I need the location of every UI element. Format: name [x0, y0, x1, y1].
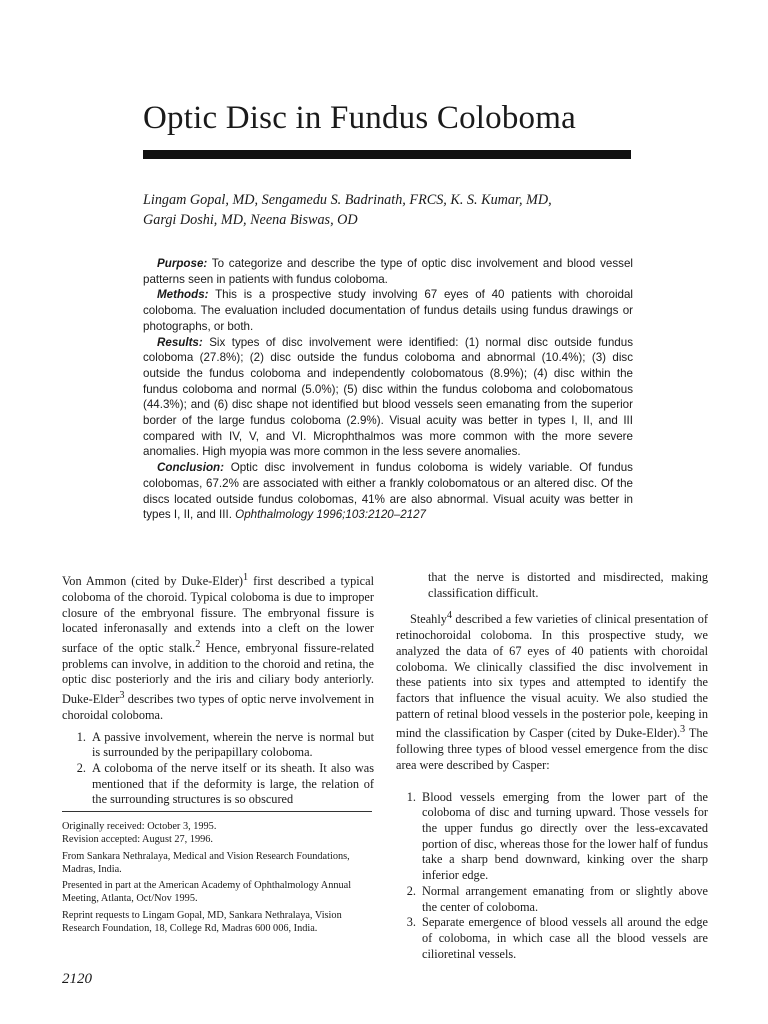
abstract-conclusion	[143, 460, 633, 523]
author-list	[143, 190, 633, 230]
intro-text-c: Hence, embryonal fissure-related problems can involve, in addition to the choroid and retina, the optic disc posteriorly and the iris and ciliary body anteriorly. Duke-Elder	[62, 641, 374, 707]
footnote-received: Originally received: October 3, 1995.	[62, 821, 217, 832]
methods-text: This is a prospective study involving 67 eyes of 40 patients with choroidal coloboma. The evaluation included documentation of fundus details using fundus drawings or photographs, or both.	[143, 288, 633, 333]
reference-marker: 2	[195, 638, 201, 650]
list-item	[396, 884, 708, 915]
abstract-purpose	[143, 256, 633, 287]
author-line-2: Gargi Doshi, MD, Neena Biswas, OD	[143, 212, 358, 228]
reference-marker: 3	[119, 690, 125, 702]
body-column-right	[396, 570, 708, 962]
author-line-1: Lingam Gopal, MD, Sengamedu S. Badrinath, FRCS, K. S. Kumar, MD,	[143, 192, 552, 208]
purpose-label: Purpose:	[157, 257, 208, 270]
list-item-text: Normal arrangement emanating from or slightly above the center of coloboma.	[422, 883, 708, 914]
intro-text-b: first described a typical coloboma of the choroid. Typical coloboma is due to improper closure of the embryonal fissure. The embryonal fissure is located inferonasally and extends into a cleft on the lower surface of the optic stalk.	[62, 574, 374, 655]
list-item-text: Separate emergence of blood vessels all around the edge of coloboma, in which case all the blood vessels are cilioretinal vessels.	[422, 915, 708, 961]
list-item-number: 3.	[406, 915, 416, 930]
study-text-b: described a few varieties of clinical presentation of retinochoroidal coloboma. In this prospective study, we analyzed the data of 67 eyes of 40 patients with choroidal coloboma. We clinically classified the disc involvement in these patients into six types and attempted to identify the factors that influence the visual acuity. We also studied the pattern of retinal blood vessels in the posterior pole, keeping in mind the classification by Casper (cited by Duke-Elder).	[396, 612, 708, 741]
list-item-text: A coloboma of the nerve itself or its sheath. It also was mentioned that if the deformity is large, the relation of the surrounding structures is so obscured	[92, 761, 374, 807]
conclusion-text: Optic disc involvement in fundus coloboma is widely variable. Of fundus colobomas, 67.2% are associated with either a frankly colobomatous or an altered disc. Of the discs located outside fundus colobomas, 41% are also abnormal. Visual acuity was better in types I, II, and III.	[143, 461, 633, 522]
list-item-number: 1.	[76, 729, 86, 744]
list-item-number: 1.	[406, 789, 416, 804]
title-rule	[143, 150, 631, 159]
reference-marker: 3	[680, 724, 686, 736]
list-item	[396, 790, 708, 884]
list-item-number: 2.	[76, 761, 86, 776]
list-item-text: A passive involvement, wherein the nerve is normal but is surrounded by the peripapillary coloboma.	[92, 729, 374, 760]
intro-text-a: Von Ammon (cited by Duke-Elder)	[62, 574, 243, 589]
optic-nerve-involvement-list	[62, 730, 374, 809]
intro-text-d: describes two types of optic nerve involvement in choroidal coloboma.	[62, 692, 374, 722]
results-text: Six types of disc involvement were identified: (1) normal disc outside fundus coloboma (27.8%); (2) disc outside the fundus coloboma and abnormal (10.4%); (3) disc outside the fundus coloboma and independently colobomatous (8.9%); (4) disc within the fundus coloboma and normal (5.0%); (5) disc within the fundus coloboma and colobomatous (44.3%); and (6) disc shape not identified but blood vessels seen emanating from the superior border of the large fundus coloboma (2.9%). Visual acuity was better in types I, II, and III compared with IV, V, and VI. Microphthalmos was more common with the more severe anomalies. High myopia was more common in the less severe anomalies.	[143, 335, 633, 459]
journal-citation: Ophthalmology 1996;103:2120–2127	[235, 508, 426, 522]
footnote-reprint: Reprint requests to Lingam Gopal, MD, Sankara Nethralaya, Vision Research Foundation, 18, College Rd, Madras 600 006, India.	[62, 909, 342, 935]
study-text-c: The following three types of blood vessel emergence from the disc area were described by Casper:	[396, 726, 708, 772]
footnote-presented: Presented in part at the American Academy of Ophthalmology Annual Meeting, Atlanta, Oct/Nov 1995.	[62, 880, 352, 905]
footnotes	[62, 820, 374, 938]
list-item-text: Blood vessels emerging from the lower part of the coloboma of disc and turning upward. Those vessels for the upper fundus go directly over the less-excavated portion of disc, whereas those for the lower half of fundus take a sharp bend downward, kinking over the sharp inferior edge.	[422, 789, 708, 883]
reference-marker: 1	[243, 572, 249, 583]
intro-paragraph	[62, 570, 374, 724]
list-item	[62, 761, 374, 808]
abstract-methods	[143, 287, 633, 334]
purpose-text: To categorize and describe the type of optic disc involvement and blood vessel patterns seen in patients with fundus coloboma.	[143, 257, 633, 286]
vessel-emergence-list	[396, 790, 708, 963]
methods-label: Methods:	[157, 288, 209, 302]
footnote-accepted: Revision accepted: August 27, 1996.	[62, 834, 213, 846]
abstract-results	[143, 335, 633, 461]
page-number: 2120	[62, 971, 92, 987]
abstract	[143, 256, 633, 523]
results-label: Results:	[157, 335, 203, 349]
footnote-divider	[62, 811, 372, 812]
footnote-affiliation: From Sankara Nethralaya, Medical and Vision Research Foundations, Madras, India.	[62, 850, 350, 875]
body-column-left	[62, 570, 374, 808]
study-paragraph	[396, 608, 708, 773]
conclusion-label: Conclusion:	[157, 461, 224, 475]
continued-paragraph: that the nerve is distorted and misdirected, making classification difficult.	[428, 570, 708, 600]
reference-marker: 4	[446, 610, 453, 622]
study-text-a: Steahly	[410, 612, 447, 627]
list-item	[62, 730, 374, 761]
list-item	[396, 915, 708, 962]
list-item-number: 2.	[406, 883, 416, 898]
article-title: Optic Disc in Fundus Coloboma	[143, 100, 576, 136]
